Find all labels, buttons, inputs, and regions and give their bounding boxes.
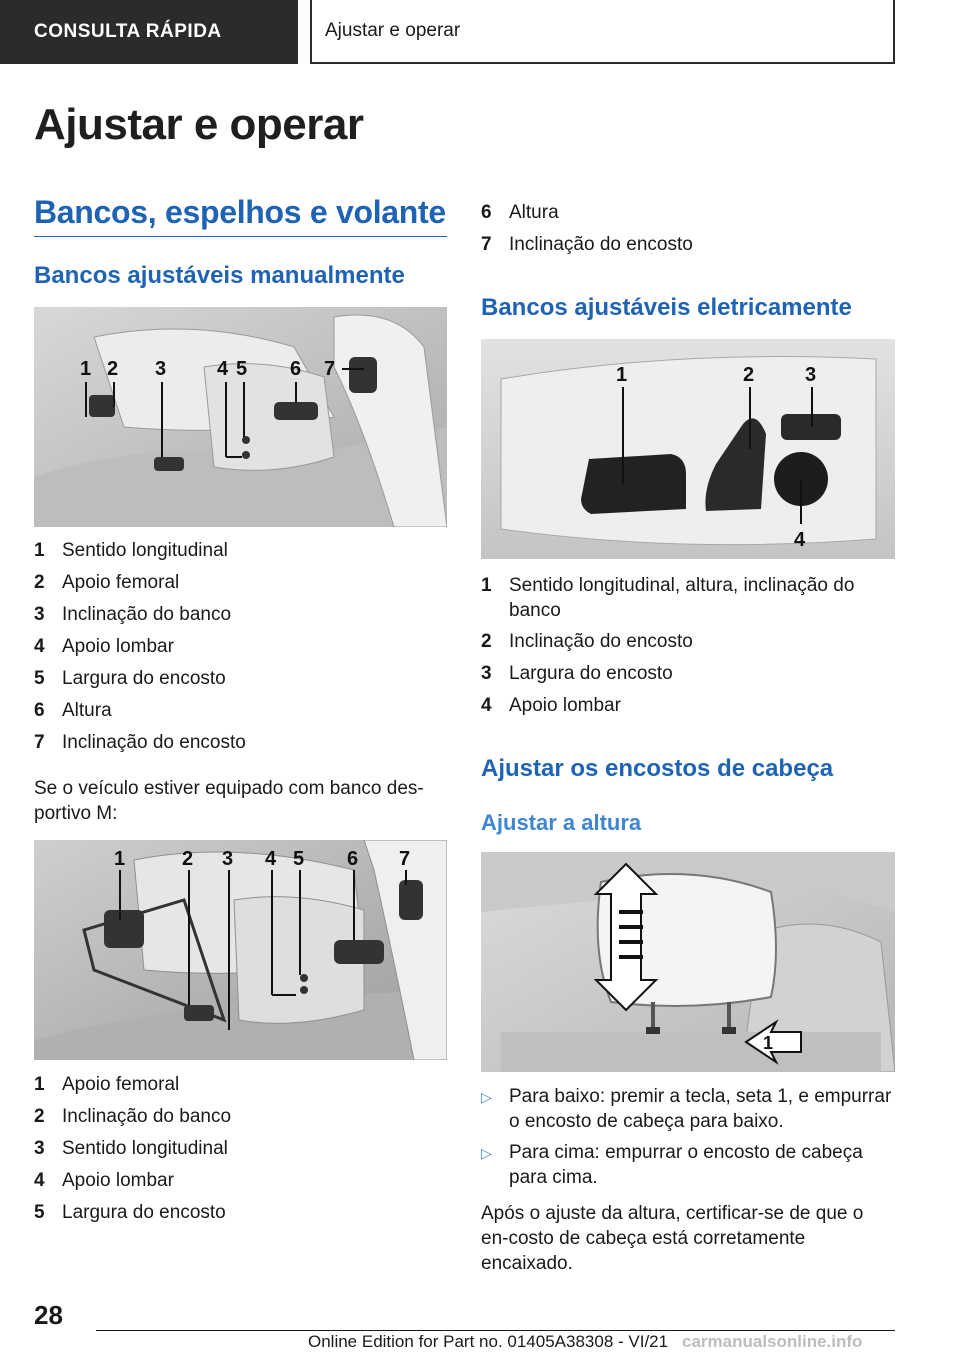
list-item: ▷ Para cima: empurrar o encosto de cabeça para cima. [481,1142,863,1188]
triangle-bullet-icon: ▷ [481,1145,492,1161]
fig1-label: 3 [155,358,167,380]
fig1-label: 7 [324,358,336,380]
list-item: 3 Sentido longitudinal [34,1138,228,1159]
headrest-figure [481,852,895,1072]
fig2-label: 7 [399,848,411,870]
list-item: 6 Altura [481,202,559,223]
fig1-label: 4 [217,358,229,380]
manual-seat-legend [34,535,447,759]
list-item: 4 Apoio lombar [481,695,621,716]
list-item: 4 Apoio lombar [34,1170,174,1191]
fig2-label: 3 [222,848,234,870]
list-item: 2 Inclinação do encosto [481,631,693,652]
fig3-label: 1 [616,364,628,386]
list-item: 3 Largura do encosto [481,663,673,684]
list-item: 2 Apoio femoral [34,572,180,593]
fig1-label: 2 [107,358,119,380]
fig1-label: 6 [290,358,302,380]
manual-seats-heading: Bancos ajustáveis manualmente [34,262,405,289]
list-item: 7 Inclinação do encosto [481,234,693,255]
sport-seat-legend [34,1069,447,1229]
edition-text: Online Edition for Part no. 01405A38308 - VI/21 [308,1332,669,1351]
list-item: 2 Inclinação do banco [34,1106,232,1127]
list-item: 3 Inclinação do banco [34,604,232,625]
fig3-label: 4 [794,529,806,551]
headrest-heading: Ajustar os encostos de cabeça [481,755,834,782]
fig3-label: 3 [805,364,817,386]
list-item: 1 Sentido longitudinal, altura, inclinação do banco [481,575,855,621]
electric-seat-figure [481,339,895,559]
page-number: 28 [34,1300,63,1330]
fig2-label: 2 [182,848,194,870]
fig2-label: 5 [293,848,305,870]
list-item: 1 Sentido longitudinal [34,540,228,561]
sport-seat-figure [34,840,447,1060]
fig2-label: 4 [265,848,277,870]
section-label: CONSULTA RÁPIDA [34,21,222,42]
height-subheading: Ajustar a altura [481,810,642,835]
fig3-label: 2 [743,364,755,386]
watermark: carmanualsonline.info [682,1332,863,1351]
fig2-label: 6 [347,848,359,870]
list-item: 4 Apoio lombar [34,636,174,657]
list-item: 5 Largura do encosto [34,668,226,689]
electric-seats-heading: Bancos ajustáveis eletricamente [481,294,852,321]
electric-seat-legend [481,569,895,722]
chapter-label: Ajustar e operar [325,20,461,41]
list-item: 5 Largura do encosto [34,1202,226,1223]
list-item: 1 Apoio femoral [34,1074,180,1095]
chapter-tab [312,0,895,64]
fig1-label: 1 [80,358,92,380]
headrest-steps [481,1084,895,1196]
list-item: ▷ Para baixo: premir a tecla, seta 1, e empurrar o encosto de cabeça para baixo. [481,1086,892,1132]
triangle-bullet-icon: ▷ [481,1089,492,1105]
list-item: 6 Altura [34,700,112,721]
heading-rule [34,236,447,237]
manual-seat-figure [34,307,447,527]
footer-rule [96,1330,895,1331]
fig4-label: 1 [763,1033,774,1053]
page-title: Ajustar e operar [34,100,364,149]
sport-seat-legend-continued [481,197,895,261]
fig2-label: 1 [114,848,126,870]
closing-note: Após o ajuste da altura, certificar-se de que o en-costo de cabeça está corretamente encaixado. [481,1203,864,1274]
section-heading: Bancos, espelhos e volante [34,194,446,230]
sport-seat-note: Se o veículo estiver equipado com banco des-portivo M: [34,778,424,824]
section-tab [0,0,298,64]
list-item: 7 Inclinação do encosto [34,732,246,753]
fig1-label: 5 [236,358,248,380]
